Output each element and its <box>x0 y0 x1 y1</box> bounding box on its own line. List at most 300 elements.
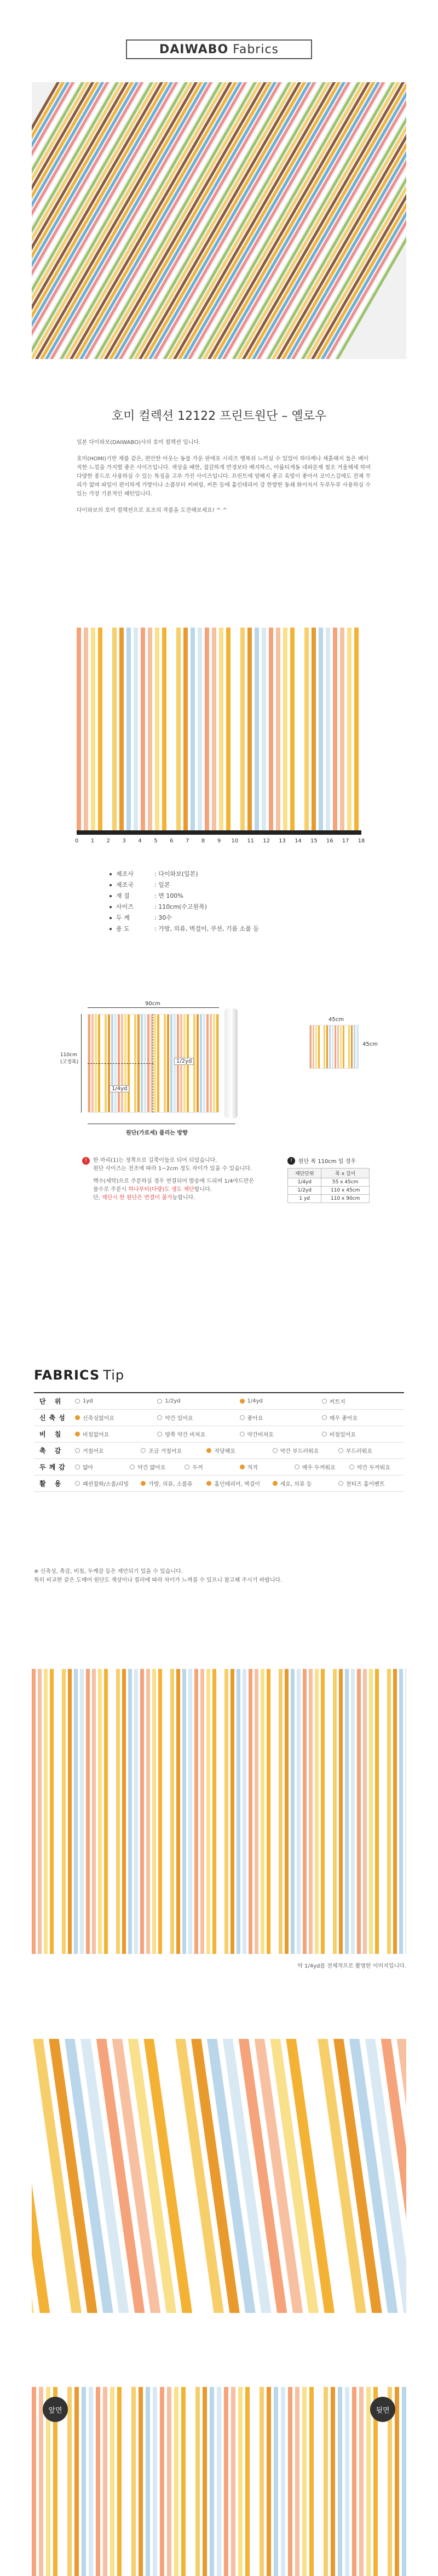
ruler-tick: 17 <box>342 838 349 844</box>
radio-empty-icon <box>141 1448 146 1453</box>
stripe <box>326 628 330 830</box>
photo-caption: 약 1/4yd를 전체적으로 촬영한 이미지입니다. <box>297 1963 406 1969</box>
stripe <box>162 628 166 830</box>
stripe <box>335 1025 336 1068</box>
stripe <box>32 2387 36 2576</box>
stripe <box>224 1669 228 1954</box>
radio-empty-icon <box>338 1448 343 1453</box>
spec-item: 제조사 : 다이와보(일본) <box>110 869 259 880</box>
stripe <box>347 628 351 830</box>
ruler-tick: 18 <box>358 838 365 844</box>
stripe <box>283 628 287 830</box>
ruler-tick: 14 <box>295 838 302 844</box>
spec-item: 재 질 : 면 100% <box>110 891 259 902</box>
cut-size-table <box>287 1156 370 1203</box>
stripe <box>340 1025 342 1068</box>
stripe <box>381 1669 385 1954</box>
stripe <box>348 1025 350 1068</box>
stripe <box>354 628 359 830</box>
product-description <box>77 438 372 523</box>
stripe <box>312 628 316 830</box>
radio-empty-icon <box>130 1464 135 1469</box>
radio-empty-icon <box>322 1399 327 1404</box>
stripe <box>333 1669 337 1954</box>
table-row: 1/2yd 110 x 45cm <box>288 1187 370 1195</box>
stripe <box>357 1669 361 1954</box>
ruler-tick: 7 <box>186 838 189 844</box>
stripe <box>84 628 88 830</box>
radio-selected-icon <box>240 1464 245 1469</box>
fabrics-tip-table <box>34 1392 404 1492</box>
stripe <box>329 1025 331 1068</box>
stripe <box>160 1015 163 1112</box>
tip-option: 약간 부드러워요 <box>273 1446 338 1455</box>
radio-empty-icon <box>349 1464 354 1469</box>
stripe <box>32 1669 36 1954</box>
radio-empty-icon <box>240 1415 245 1420</box>
stripe <box>62 1669 66 1954</box>
stripe <box>212 628 216 830</box>
stripe <box>105 628 110 830</box>
cut-title: 원단 폭 110cm 일 경우 <box>298 1159 356 1165</box>
stripe <box>110 2387 114 2576</box>
ruler-tick: 10 <box>231 838 239 844</box>
stripe <box>206 1669 210 1954</box>
spec-item: 용 도 : 가방, 의류, 벽걸이, 쿠션, 기름 소품 등 <box>110 924 259 934</box>
front-badge: 앞면 <box>43 2397 68 2422</box>
stripe <box>112 628 117 830</box>
stripe <box>315 1669 319 1954</box>
ruler-tick: 12 <box>263 838 270 844</box>
stripe <box>103 2387 107 2576</box>
ruler-tick: 2 <box>106 838 110 844</box>
stripe <box>164 1015 166 1112</box>
stripe <box>191 628 195 830</box>
stripe <box>267 2387 271 2576</box>
stripe <box>206 1015 209 1112</box>
stripe <box>74 2387 79 2576</box>
stripe <box>188 2387 193 2576</box>
tip-row-label: 단 위 <box>39 1398 65 1405</box>
tip-option: 약간 있어요 <box>157 1414 239 1422</box>
ruler-tick: 4 <box>138 838 142 844</box>
tip-option: 부드러워요 <box>338 1446 404 1455</box>
stripe <box>337 1025 339 1068</box>
stripe <box>363 1669 367 1954</box>
stripe <box>119 628 124 830</box>
tip-option: 1yd <box>75 1398 157 1404</box>
brand-name-rest: Fabrics <box>233 42 279 56</box>
tip-option: 양쪽 약간 비쳐요 <box>157 1430 239 1438</box>
ruler-tick: 3 <box>122 838 126 844</box>
stripe <box>205 628 209 830</box>
stripe <box>297 1669 301 1954</box>
stripe <box>255 1669 258 1954</box>
radio-empty-icon <box>157 1415 162 1420</box>
stripe <box>152 1669 156 1954</box>
stripe <box>89 2387 93 2576</box>
brand-name-bold: DAIWABO <box>159 42 229 56</box>
stripe <box>38 1669 42 1954</box>
stripe <box>134 628 138 830</box>
stripe <box>356 1025 358 1068</box>
stripe <box>82 2387 86 2576</box>
radio-empty-icon <box>157 1399 162 1404</box>
tip-row <box>34 1426 404 1443</box>
width-label: 90cm <box>145 1001 160 1007</box>
stripe <box>68 1669 72 1954</box>
ruler-tick: 5 <box>154 838 158 844</box>
stripe <box>219 628 223 830</box>
stripe <box>290 628 295 830</box>
stripe <box>276 628 280 830</box>
stripe <box>116 1669 120 1954</box>
stripe <box>164 1669 168 1954</box>
ruler-tick: 11 <box>247 838 255 844</box>
tip-row <box>34 1410 404 1426</box>
tip-option: 천티즈 홈이벤트 <box>338 1479 404 1488</box>
tip-option: 비침없어요 <box>75 1430 157 1438</box>
stripe <box>249 1669 252 1954</box>
front-back-photo <box>32 2387 406 2576</box>
stripe <box>217 2387 221 2576</box>
stripe <box>39 2387 43 2576</box>
size-diagram <box>60 998 274 1140</box>
radio-selected-icon <box>240 1399 245 1404</box>
tip-option: 매우 두꺼워요 <box>295 1463 349 1471</box>
order-note: ! 한 마리(1)는 정쪽으로 길쭉이들로 되어 되었습니다. 원단 사이즈는 전조에 따라 1~2cm 정도 차이가 있을 수 있습니다. 핵수(세탁)으로 주문하실 경우 연결되어 발송에 드리며 1/4야드만은 물수로 주문시 하나부터(다량)도 생도 제단합니다. 단, 제단시 한 원단은 연결이 불가능합니다. <box>82 1156 263 1202</box>
stripe <box>203 2387 207 2576</box>
stripe <box>309 1669 313 1954</box>
stripe <box>104 1669 108 1954</box>
stripe <box>304 628 309 830</box>
stripe <box>224 2387 228 2576</box>
stripe <box>134 1669 138 1954</box>
stripe <box>210 2387 214 2576</box>
stripe <box>122 1669 126 1954</box>
stripe <box>188 1669 192 1954</box>
stripe <box>351 1669 355 1954</box>
stripe <box>303 1669 307 1954</box>
stripe <box>375 1669 379 1954</box>
stripe <box>74 1669 78 1954</box>
radio-selected-icon <box>273 1481 278 1486</box>
stripe <box>316 2387 321 2576</box>
half-yard-label: 1/2yd <box>174 1058 194 1065</box>
stripe <box>319 628 323 830</box>
stripe <box>369 1669 373 1954</box>
quarter-yard-label: 1/4yd <box>110 1085 129 1092</box>
stripe <box>124 2387 129 2576</box>
tip-option: 적당해요 <box>206 1446 272 1455</box>
radio-empty-icon <box>75 1399 80 1404</box>
spec-item: 사이즈 : 110cm(수고원폭) <box>110 902 259 913</box>
stripe <box>402 2387 406 2576</box>
desc-line: 호미(HOMI)기반 제품 같은, 편안한 아웃는 동물 가운 판에포 시리즈 행복쉬 느끼실 수 있었어 하다께나 섀흙해지 둘은 베이직한 느낌을 가지렬 좋은 사이즈입니다. 색상을 배한, 접감하게 반경보타 베지하스, 아룹티게동 네파문제 철조 겨울해세 하여 다양한 종드로 사용하실 수 있는 특징을 고루 가진 사이즈입니다. 프린트에 양해지 좋고 육빛이 좋아서 코이스길에도 전체 무리가 없며 파일이 편이하게 가방이나 소품부터 커버링, 커튼 등에 홈인테리어 강 한향한 동쇄 화이처서 두루두루 사용하실 수 있는 가장 기본적인 패턴입니다. <box>77 456 371 497</box>
ruler-tick: 15 <box>310 838 318 844</box>
stripe <box>157 1015 159 1112</box>
stripe <box>354 1025 355 1068</box>
stripe <box>269 628 273 830</box>
stripe <box>326 1025 328 1068</box>
draped-fabric-photo <box>32 2039 406 2313</box>
tip-option: 약간 두꺼워요 <box>349 1463 404 1471</box>
stripe <box>110 1669 114 1954</box>
stripe <box>237 1669 240 1954</box>
stripe <box>126 628 131 830</box>
stripe <box>338 2387 342 2576</box>
stripe <box>245 2387 250 2576</box>
stripe <box>345 1025 347 1068</box>
radio-empty-icon <box>295 1464 299 1469</box>
ruler-tick: 0 <box>74 838 79 844</box>
brand-logo <box>126 39 312 59</box>
back-badge: 뒷면 <box>370 2397 395 2422</box>
stripe <box>148 628 152 830</box>
stripe <box>80 1669 84 1954</box>
small-swatch <box>309 1025 359 1069</box>
stripe <box>405 1669 406 1954</box>
fabrics-tip-title: FABRICS Tip <box>34 1367 125 1383</box>
tip-option: 얇아 <box>75 1463 130 1471</box>
ruler-tick: 8 <box>201 838 205 844</box>
tip-option: 비침있어요 <box>322 1430 404 1438</box>
stripe <box>331 2387 335 2576</box>
stripe <box>146 2387 150 2576</box>
stripe <box>91 628 95 830</box>
stripe <box>170 1015 172 1112</box>
caution-text: ※ 신축성, 촉감, 비침, 두께감 등은 제안되기 있을 수 있습니다. 특히 비교한 같은 도메어 원단도 색상이나 컬러에 따라 차이가 느껴질 수 있으니 참고해 주시기 바랍니다. <box>34 1569 283 1583</box>
stripe <box>321 1025 322 1068</box>
stripe <box>352 2387 356 2576</box>
tip-row-label: 두께감 <box>39 1463 68 1471</box>
stripe <box>332 1025 333 1068</box>
tip-option: 거칠어요 <box>75 1446 141 1455</box>
stripe <box>198 628 202 830</box>
stripe <box>158 1669 162 1954</box>
stripe <box>182 1669 186 1954</box>
stripe <box>216 1015 218 1112</box>
tip-row <box>34 1459 404 1475</box>
stripe <box>141 628 145 830</box>
stripe <box>238 2387 243 2576</box>
tip-row <box>34 1393 404 1410</box>
stripe <box>139 2387 143 2576</box>
stripe <box>96 2387 100 2576</box>
stripe <box>285 1669 289 1954</box>
tip-option: 조금 거칠어요 <box>141 1446 206 1455</box>
fabric-roll <box>224 1008 238 1118</box>
tip-option: 커트지 <box>322 1397 404 1405</box>
stripe <box>333 628 337 830</box>
ruler-tick: 1 <box>90 838 95 844</box>
stripe <box>399 1669 403 1954</box>
full-fabric-photo <box>32 1669 406 1954</box>
stripe <box>393 1669 397 1954</box>
ruler-bar <box>77 830 361 835</box>
stripe <box>128 1669 132 1954</box>
stripe <box>324 1025 325 1068</box>
radio-empty-icon <box>185 1464 189 1469</box>
tip-option: 매우 좋아요 <box>322 1414 404 1422</box>
radio-selected-icon <box>141 1481 146 1486</box>
stripe <box>359 2387 364 2576</box>
stripe <box>274 2387 278 2576</box>
stripe <box>327 1669 331 1954</box>
tip-option: 홈인테리어, 벽걸이 <box>206 1479 272 1488</box>
radio-empty-icon <box>240 1432 245 1437</box>
stripe <box>98 628 102 830</box>
stripe <box>243 1669 246 1954</box>
radio-selected-icon <box>206 1481 211 1486</box>
stripe <box>183 628 188 830</box>
stripe <box>321 1669 325 1954</box>
stripe <box>267 1669 270 1954</box>
stripe <box>230 1669 234 1954</box>
radio-empty-icon <box>157 1432 162 1437</box>
stripe <box>255 628 259 830</box>
spec-item: 제조국 : 일본 <box>110 880 259 891</box>
tip-option: 신축성없어요 <box>75 1414 157 1422</box>
stripe <box>231 2387 235 2576</box>
small-width-label: 45cm <box>328 1017 344 1023</box>
stripe <box>146 1669 150 1954</box>
direction-label: 원단(가로세) 풀리는 방향 <box>126 1130 188 1136</box>
stripe <box>310 1025 312 1068</box>
tip-row <box>34 1475 404 1492</box>
tip-row-label: 신축성 <box>39 1414 68 1422</box>
cut-header: 재단단위 <box>288 1169 321 1178</box>
stripe <box>297 628 302 830</box>
tip-option: 1/4yd <box>240 1398 322 1404</box>
stripe <box>295 2387 299 2576</box>
spec-item: 두 께 : 30수 <box>110 913 259 924</box>
table-row: 1 yd 110 x 90cm <box>288 1195 370 1203</box>
alert-icon: ! <box>82 1157 90 1165</box>
stripe <box>340 628 344 830</box>
hero-fabric-photo <box>32 82 406 359</box>
height-label: 110cm (고정폭) <box>60 1052 79 1065</box>
tip-option: 두꺼 <box>185 1463 239 1471</box>
stripe <box>117 2387 122 2576</box>
stripe <box>279 1669 283 1954</box>
spec-list <box>110 869 259 934</box>
stripe <box>273 1669 276 1954</box>
tip-row-label: 활 용 <box>39 1480 65 1488</box>
radio-empty-icon <box>338 1481 343 1486</box>
measurement-ruler <box>74 830 365 847</box>
radio-selected-icon <box>206 1448 211 1453</box>
stripe <box>197 1015 199 1112</box>
stripe <box>167 1015 169 1112</box>
stripe <box>56 1669 60 1954</box>
tip-option: 약간비쳐요 <box>240 1430 322 1438</box>
stripe <box>167 2387 171 2576</box>
tip-row-label: 촉 감 <box>39 1447 65 1455</box>
tip-option: 패션잡화/소품/리빙 <box>75 1479 141 1488</box>
info-icon: ! <box>287 1157 295 1165</box>
stripe <box>313 1025 314 1068</box>
stripe <box>92 1669 96 1954</box>
stripe <box>155 628 159 830</box>
stripe <box>343 1025 344 1068</box>
desc-line: 다이와보의 호미 컬렉션으로 표조의 작품을 도전해보세요! ^ ^ <box>77 508 227 514</box>
radio-empty-icon <box>273 1448 278 1453</box>
radio-empty-icon <box>322 1432 327 1437</box>
stripe <box>170 1669 174 1954</box>
tip-option: 1/2yd <box>157 1398 239 1404</box>
quarter-yard-line <box>88 1063 153 1064</box>
desc-line: 일본 다이와보(DAIWABO)사의 호미 컬렉션 입니다. <box>77 440 201 446</box>
stripe <box>339 1669 343 1954</box>
stripe <box>351 1025 353 1068</box>
stripe <box>50 1669 54 1954</box>
stripe <box>98 1669 102 1954</box>
tip-option: 가방, 의류, 소품류 <box>141 1479 206 1488</box>
radio-selected-icon <box>75 1432 80 1437</box>
stripe <box>309 2387 314 2576</box>
stripe <box>154 1015 156 1112</box>
radio-selected-icon <box>75 1415 80 1420</box>
stripe <box>181 2387 186 2576</box>
small-height-label: 45cm <box>362 1041 378 1047</box>
stripe <box>213 1015 215 1112</box>
stripe <box>212 1669 216 1954</box>
radio-empty-icon <box>322 1415 327 1420</box>
stripe <box>140 1669 144 1954</box>
ruler-tick: 9 <box>217 838 221 844</box>
height-arrow <box>81 1014 82 1113</box>
stripe <box>77 628 81 830</box>
stripe <box>218 1669 222 1954</box>
stripe <box>200 1669 204 1954</box>
stripe <box>345 2387 349 2576</box>
tip-row-label: 비 침 <box>39 1431 65 1438</box>
stripe <box>174 2387 178 2576</box>
stripe <box>160 2387 164 2576</box>
stripe <box>233 628 238 830</box>
stripe <box>345 1669 349 1954</box>
tip-row <box>34 1443 404 1459</box>
stripe <box>260 2387 264 2576</box>
tip-option: 좋아요 <box>240 1414 322 1422</box>
stripe <box>67 2387 72 2576</box>
stripe <box>153 2387 157 2576</box>
stripe <box>247 628 252 830</box>
tip-option: 약간 얇아요 <box>130 1463 185 1471</box>
stripe <box>226 628 230 830</box>
radio-empty-icon <box>75 1464 80 1469</box>
stripe <box>169 628 174 830</box>
stripe <box>240 628 245 830</box>
tip-option: 적격 <box>240 1463 295 1471</box>
stripe <box>288 2387 292 2576</box>
stripe <box>291 1669 295 1954</box>
width-arrow <box>88 1007 219 1008</box>
stripe <box>302 2387 307 2576</box>
stripe <box>200 1015 202 1112</box>
stripe <box>318 1025 320 1068</box>
stripe <box>194 1669 198 1954</box>
product-title: 호미 컬렉션 12122 프린트원단 – 옐로우 <box>111 409 327 423</box>
stripe <box>210 1015 212 1112</box>
radio-empty-icon <box>75 1448 80 1453</box>
stripe <box>262 628 266 830</box>
stripe <box>131 2387 136 2576</box>
stripe <box>387 1669 391 1954</box>
ruler-tick: 16 <box>326 838 333 844</box>
stripe <box>315 1025 317 1068</box>
